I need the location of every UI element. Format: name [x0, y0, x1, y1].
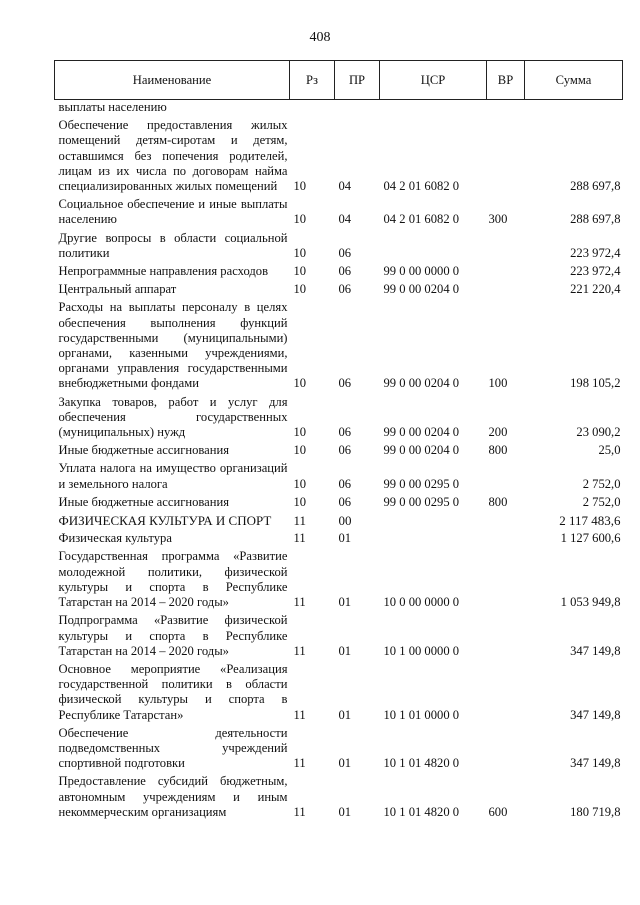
row-name: Непрограммные направления расходов: [58, 264, 269, 279]
row-sum: 2 752,0: [582, 476, 621, 491]
row-csr: 99 0 00 0204 0: [383, 282, 460, 297]
row-vr: 800: [488, 443, 508, 458]
header-vr: ВР: [487, 61, 525, 100]
table-row: [55, 723, 623, 772]
row-name: Физическая культура: [58, 531, 172, 546]
row-sum: 347 149,8: [570, 707, 621, 722]
row-pr: 01: [338, 531, 352, 546]
row-rz: 11: [293, 531, 306, 546]
row-csr: 99 0 00 0295 0: [383, 494, 460, 509]
table-row: [55, 610, 623, 659]
row-pr: 00: [338, 513, 352, 529]
row-pr: 06: [338, 245, 352, 260]
header-sum: Сумма: [525, 61, 623, 100]
row-name: Иные бюджетные ассигнования: [58, 443, 230, 458]
row-rz: 10: [293, 212, 307, 227]
row-sum: 2 117 483,6: [559, 513, 621, 529]
row-name: Основное мероприятие «Реализация государственной политики в области физической культуры и спорта в Республике Татарстан»: [58, 661, 288, 722]
row-rz: 11: [293, 804, 306, 819]
row-vr: [487, 458, 525, 491]
row-vr: [487, 659, 525, 723]
row-rz: 10: [293, 179, 307, 194]
row-csr: [380, 228, 487, 261]
row-rz: 11: [293, 707, 306, 722]
row-vr: [487, 528, 525, 546]
row-pr: 06: [338, 476, 352, 491]
row-rz: 11: [293, 595, 306, 610]
row-rz: 11: [293, 513, 307, 529]
row-csr: 04 2 01 6082 0: [383, 179, 460, 194]
row-csr: [380, 100, 487, 116]
page-number: 408: [309, 30, 331, 45]
row-rz: 10: [293, 282, 307, 297]
row-csr: 10 0 00 0000 0: [383, 595, 460, 610]
row-rz: 11: [293, 643, 306, 658]
row-pr: 06: [338, 282, 352, 297]
table-row: [55, 115, 623, 194]
table-row: [55, 392, 623, 441]
row-rz: 11: [293, 756, 306, 771]
row-pr: 01: [338, 595, 352, 610]
row-rz: [290, 100, 335, 116]
row-vr: [487, 510, 525, 528]
table-row: [55, 771, 623, 820]
table-row: [55, 279, 623, 297]
row-name: Иные бюджетные ассигнования: [58, 494, 230, 509]
header-pr: ПР: [335, 61, 380, 100]
row-pr: 06: [338, 494, 352, 509]
table-row: [55, 194, 623, 227]
row-name: Социальное обеспечение и иные выплаты населению: [58, 197, 288, 227]
row-csr: 10 1 01 4820 0: [383, 756, 460, 771]
row-sum: 25,0: [598, 443, 621, 458]
row-vr: [487, 228, 525, 261]
budget-table: [54, 60, 622, 820]
table-row: [55, 440, 623, 458]
row-sum: 347 149,8: [570, 643, 621, 658]
row-name: Другие вопросы в области социальной политики: [58, 230, 288, 260]
table-row: [55, 458, 623, 491]
row-name: выплаты населению: [58, 100, 167, 114]
row-pr: 06: [338, 425, 352, 440]
row-sum: 198 105,2: [570, 376, 621, 391]
row-pr: 06: [338, 264, 352, 279]
row-pr: 01: [338, 643, 352, 658]
row-name: Подпрограмма «Развитие физической культуры и спорта в Республике Татарстан на 2014 – 2020 годы»: [58, 613, 288, 658]
table-row: [55, 261, 623, 279]
row-csr: 99 0 00 0204 0: [383, 425, 460, 440]
row-rz: 10: [293, 376, 307, 391]
header-rz: Рз: [290, 61, 335, 100]
row-vr: 100: [488, 376, 508, 391]
row-csr: 99 0 00 0295 0: [383, 476, 460, 491]
row-csr: 99 0 00 0204 0: [383, 376, 460, 391]
row-rz: 10: [293, 245, 307, 260]
row-csr: 10 1 00 0000 0: [383, 643, 460, 658]
row-csr: 99 0 00 0000 0: [383, 264, 460, 279]
row-pr: 01: [338, 756, 352, 771]
row-vr: 600: [488, 804, 508, 819]
table-row: [55, 492, 623, 510]
row-rz: 10: [293, 264, 307, 279]
row-rz: 10: [293, 443, 307, 458]
row-sum: 347 149,8: [570, 756, 621, 771]
row-pr: 04: [338, 212, 352, 227]
table-header-row: [55, 61, 623, 100]
row-vr: [487, 261, 525, 279]
row-pr: 01: [338, 707, 352, 722]
row-pr: 04: [338, 179, 352, 194]
row-sum: 223 972,4: [570, 264, 621, 279]
table-row: [55, 546, 623, 610]
row-pr: 06: [338, 443, 352, 458]
header-name: Наименование: [55, 61, 290, 100]
row-name: Закупка товаров, работ и услуг для обеспечения государственных (муниципальных) нужд: [58, 394, 288, 440]
table-row: [55, 528, 623, 546]
row-name: ФИЗИЧЕСКАЯ КУЛЬТУРА И СПОРТ: [58, 513, 272, 529]
row-vr: [487, 723, 525, 772]
row-pr: 01: [338, 804, 352, 819]
row-sum: [525, 100, 623, 116]
row-csr: [380, 528, 487, 546]
table-row: [55, 100, 623, 116]
row-name: Центральный аппарат: [58, 282, 177, 297]
row-vr: [487, 279, 525, 297]
row-sum: 2 752,0: [582, 494, 621, 509]
row-sum: 288 697,8: [570, 212, 621, 227]
row-csr: 04 2 01 6082 0: [383, 212, 460, 227]
row-name: Государственная программа «Развитие молодежной политики, физической культуры и спорта в Республике Татарстан на 2014 – 2020 годы»: [58, 549, 288, 610]
row-pr: [335, 100, 380, 116]
row-vr: [487, 546, 525, 610]
row-csr: 10 1 01 4820 0: [383, 804, 460, 819]
table-row: [55, 510, 623, 528]
row-csr: 99 0 00 0204 0: [383, 443, 460, 458]
row-sum: 180 719,8: [570, 804, 621, 819]
row-vr: [487, 115, 525, 194]
table-row: [55, 659, 623, 723]
row-vr: 800: [488, 494, 508, 509]
table-row: [55, 228, 623, 261]
row-sum: 1 127 600,6: [560, 531, 621, 546]
row-name: Уплата налога на имущество организаций и земельного налога: [58, 461, 288, 491]
row-vr: 200: [488, 425, 508, 440]
row-vr: [487, 100, 525, 116]
row-name: Предоставление субсидий бюджетным, автономным учреждениям и иным некоммерческим организациям: [58, 774, 288, 819]
row-name: Обеспечение деятельности подведомственных учреждений спортивной подготовки: [58, 725, 288, 771]
row-rz: 10: [293, 476, 307, 491]
row-sum: 23 090,2: [576, 425, 621, 440]
row-name: Обеспечение предоставления жилых помещений детям-сиротам и детям, оставшимся без попечения родителей, лицам из их числа по договорам найма специализированных жилых помещений: [58, 118, 288, 194]
row-vr: 300: [488, 212, 508, 227]
row-rz: 10: [293, 494, 307, 509]
row-sum: 223 972,4: [570, 245, 621, 260]
header-csr: ЦСР: [380, 61, 487, 100]
row-rz: 10: [293, 425, 307, 440]
row-pr: 06: [338, 376, 352, 391]
row-sum: 1 053 949,8: [560, 595, 621, 610]
table-row: [55, 297, 623, 391]
row-vr: [487, 610, 525, 659]
row-csr: 10 1 01 0000 0: [383, 707, 460, 722]
row-csr: [380, 510, 487, 528]
row-name: Расходы на выплаты персоналу в целях обеспечения выполнения функций государственными (муниципальными) органами, казенными учреждениями, органами управления государственными внебюджетными фондами: [58, 300, 288, 391]
row-sum: 221 220,4: [570, 282, 621, 297]
row-sum: 288 697,8: [570, 179, 621, 194]
